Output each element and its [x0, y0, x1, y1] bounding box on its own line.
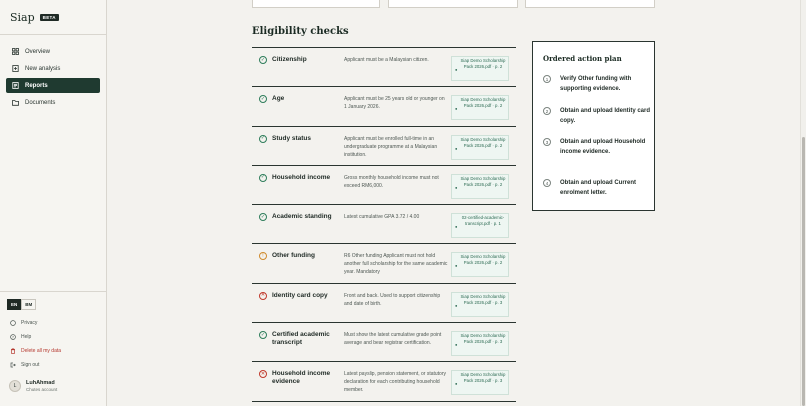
- app-name: Siap: [10, 11, 35, 24]
- sidebar-item-label: Documents: [25, 99, 56, 106]
- brand[interactable]: [10, 11, 59, 24]
- source-link-icon: ●: [455, 342, 458, 348]
- check-description: Gross monthly household income must not exceed RM6,000.: [344, 174, 439, 189]
- citation-text: 02-certified-academic-transcript.pdf · p. 1: [461, 215, 505, 227]
- help-label: Help: [21, 334, 32, 340]
- help-link[interactable]: [9, 330, 61, 344]
- sidebar-item-label: Overview: [25, 48, 51, 55]
- summary-card-1: [252, 0, 380, 8]
- check-description: R6 Other funding Applicant must not hold another full scholarship for the same academic year. Mandatory: [344, 253, 448, 276]
- check-description: Front and back. Used to support citizenship and date of birth.: [344, 292, 441, 307]
- check-description: Applicant must be enrolled full-time in an undergraduate programme at a Malaysian institution.: [344, 135, 438, 158]
- citation-text: Siap Demo Scholarship Pack 2026.pdf · p. 2: [460, 254, 506, 266]
- citation-link[interactable]: [451, 370, 509, 395]
- action-plan-title: Ordered action plan: [543, 54, 622, 63]
- svg-text:?: ?: [11, 335, 14, 340]
- check-pass-icon: ✓: [260, 56, 266, 63]
- step-text: Obtain and upload Identity card copy.: [560, 108, 651, 125]
- reports-icon: [12, 82, 19, 89]
- scrollbar-thumb[interactable]: [802, 137, 805, 406]
- language-option-bm[interactable]: BM: [21, 299, 36, 310]
- check-row-academic-standing: [252, 205, 516, 244]
- source-link-icon: ●: [455, 302, 458, 308]
- sidebar-item-new-analysis[interactable]: [6, 61, 100, 76]
- source-link-icon: ●: [455, 106, 458, 112]
- citation-link[interactable]: [451, 292, 509, 317]
- user-profile[interactable]: [9, 380, 57, 392]
- check-warning-icon: !: [259, 252, 267, 260]
- sidebar: [0, 0, 107, 406]
- citation-text: Siap Demo Scholarship Pack 2026.pdf · p. 2: [460, 97, 506, 109]
- check-row-other-funding: [252, 244, 516, 283]
- summary-card-2: [388, 0, 518, 8]
- check-fail-icon: ✕: [260, 370, 266, 377]
- check-fail-icon: ✕: [260, 292, 266, 299]
- citation-link[interactable]: [451, 331, 509, 356]
- source-link-icon: ●: [455, 67, 458, 72]
- action-plan-panel: [532, 41, 655, 211]
- check-description: Latest payslip, pension statement, or statutory declaration for each contributing household member.: [344, 371, 446, 394]
- check-description: Latest cumulative GPA 3.72 / 4.00: [344, 214, 420, 221]
- step-number: 1: [543, 75, 551, 83]
- grid-icon: [12, 48, 19, 55]
- delete-data-label: Delete all my data: [21, 348, 62, 354]
- citation-link[interactable]: [451, 252, 509, 277]
- language-switcher: [7, 299, 36, 310]
- sidebar-divider-top: [0, 34, 107, 35]
- source-link-icon: ●: [455, 224, 458, 230]
- sidebar-nav: [6, 44, 100, 112]
- step-number: 3: [543, 138, 551, 146]
- footer-links: [9, 316, 61, 372]
- check-label: Other funding: [272, 252, 315, 260]
- privacy-label: Privacy: [21, 320, 38, 326]
- step-text: Obtain and upload Current enrolment letter.: [560, 180, 636, 197]
- check-description: Applicant must be 25 years old or younger on 1 January 2026.: [344, 96, 445, 111]
- eligibility-list: [252, 47, 516, 402]
- summary-card-3: [525, 0, 655, 8]
- citation-link[interactable]: [451, 174, 509, 199]
- step-number: 4: [543, 179, 551, 187]
- citation-link[interactable]: [451, 213, 509, 238]
- beta-badge: BETA: [40, 14, 59, 21]
- check-row-study-status: [252, 127, 516, 166]
- shield-icon: [9, 320, 16, 326]
- check-label: Household income evidence: [272, 370, 331, 386]
- sidebar-divider-bottom: [0, 291, 107, 292]
- check-pass-icon: ✓: [260, 135, 266, 142]
- privacy-link[interactable]: [9, 316, 61, 330]
- source-link-icon: ●: [455, 145, 458, 151]
- citation-text: Siap Demo Scholarship Pack 2026.pdf · p. 2: [460, 175, 506, 187]
- check-description: Applicant must be a Malaysian citizen.: [344, 57, 429, 63]
- check-label: Identity card copy: [272, 291, 328, 299]
- user-name: LuhAhmad: [26, 380, 55, 386]
- check-row-household-income-evidence: [252, 362, 516, 401]
- step-text: Verify Other funding with supporting evidence.: [560, 76, 632, 93]
- citation-link[interactable]: [451, 56, 509, 81]
- sign-out-icon: [9, 362, 16, 368]
- check-row-citizenship: [252, 48, 516, 87]
- check-pass-icon: ✓: [260, 95, 266, 102]
- sidebar-item-reports[interactable]: [6, 78, 100, 93]
- avatar: L: [9, 380, 21, 392]
- check-row-age: [252, 87, 516, 126]
- step-text: Obtain and upload Household income evidence.: [560, 139, 646, 156]
- check-row-identity-card: [252, 284, 516, 323]
- help-icon: [9, 334, 16, 340]
- user-subtitle: Chutes account: [26, 387, 58, 392]
- sign-out-label: Sign out: [21, 362, 40, 368]
- language-option-en[interactable]: EN: [7, 299, 21, 310]
- step-number: 2: [543, 107, 551, 115]
- check-label: Age: [272, 95, 285, 103]
- check-label: Citizenship: [272, 56, 307, 63]
- check-label: Household income: [272, 173, 331, 181]
- section-heading: Eligibility checks: [252, 26, 349, 37]
- source-link-icon: ●: [455, 184, 458, 190]
- source-link-icon: ●: [455, 381, 458, 387]
- folder-icon: [12, 99, 19, 106]
- check-pass-icon: ✓: [260, 331, 266, 338]
- check-row-household-income: [252, 166, 516, 205]
- source-link-icon: ●: [455, 263, 458, 269]
- citation-text: Siap Demo Scholarship Pack 2026.pdf · p. 3: [460, 333, 506, 345]
- sign-out-link[interactable]: [9, 358, 61, 372]
- new-doc-icon: [12, 65, 19, 72]
- trash-icon: [9, 348, 16, 354]
- check-label: Certified academic transcript: [272, 331, 330, 347]
- citation-text: Siap Demo Scholarship Pack 2026.pdf · p. 3: [460, 293, 506, 305]
- citation-text: Siap Demo Scholarship Pack 2026.pdf · p. 3: [460, 372, 506, 384]
- sidebar-item-label: Reports: [25, 82, 48, 89]
- check-label: Academic standing: [272, 213, 332, 221]
- citation-text: Siap Demo Scholarship Pack 2026.pdf · p. 2: [460, 58, 506, 69]
- citation-link[interactable]: [451, 135, 509, 160]
- check-row-certified-transcript: [252, 323, 516, 362]
- sidebar-item-documents[interactable]: [6, 95, 100, 110]
- check-pass-icon: ✓: [260, 174, 266, 181]
- user-info: [26, 380, 57, 392]
- delete-data-link[interactable]: [9, 344, 61, 358]
- sidebar-item-label: New analysis: [25, 65, 61, 72]
- citation-text: Siap Demo Scholarship Pack 2026.pdf · p. 2: [460, 136, 506, 148]
- check-pass-icon: ✓: [260, 213, 266, 220]
- check-label: Study status: [272, 134, 312, 142]
- sidebar-item-overview[interactable]: [6, 44, 100, 59]
- check-description: Must show the latest cumulative grade point average and bear registrar certification.: [344, 332, 442, 347]
- citation-link[interactable]: [451, 95, 509, 120]
